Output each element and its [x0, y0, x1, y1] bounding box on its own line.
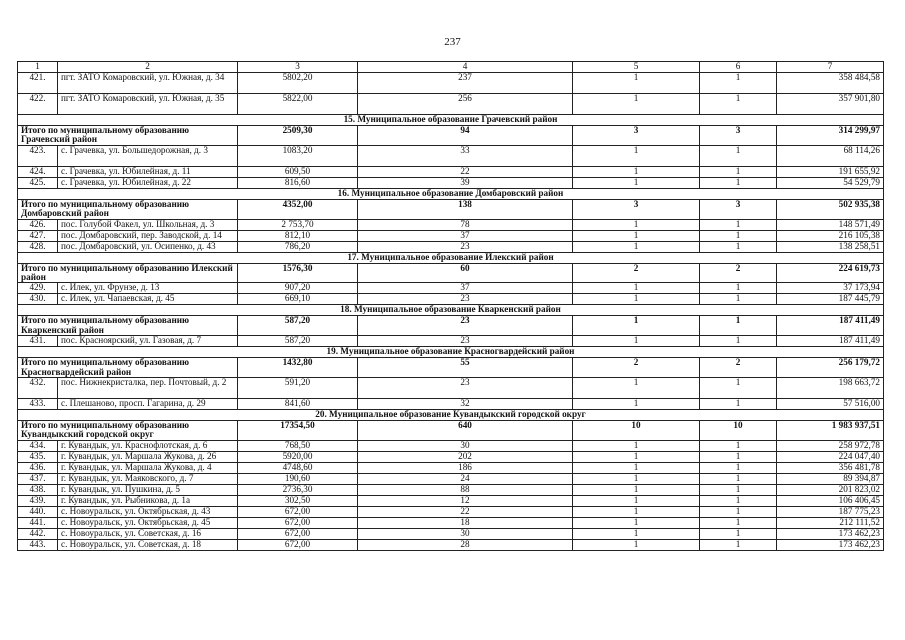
residents: 30	[358, 528, 573, 539]
residents: 18	[358, 517, 573, 528]
count-b: 1	[700, 440, 777, 451]
amount: 198 663,72	[777, 378, 884, 399]
count-b: 1	[700, 484, 777, 495]
count-b: 1	[700, 462, 777, 473]
count-b: 1	[700, 145, 777, 166]
total-residents: 640	[358, 421, 573, 441]
row-number: 439.	[18, 495, 58, 506]
total-count-b: 10	[700, 421, 777, 441]
count-a: 1	[573, 336, 700, 347]
area: 768,50	[238, 440, 358, 451]
total-count-a: 2	[573, 358, 700, 378]
area: 1083,20	[238, 145, 358, 166]
total-amount: 502 935,38	[777, 199, 884, 219]
row-number: 431.	[18, 336, 58, 347]
total-residents: 55	[358, 358, 573, 378]
table-row	[18, 462, 884, 473]
residents: 32	[358, 399, 573, 410]
total-count-b: 2	[700, 263, 777, 283]
total-residents: 138	[358, 199, 573, 219]
table-row	[18, 145, 884, 166]
count-b: 1	[700, 177, 777, 188]
row-number: 424.	[18, 166, 58, 177]
area: 5920,00	[238, 451, 358, 462]
amount: 138 258,51	[777, 241, 884, 252]
count-a: 1	[573, 177, 700, 188]
residents: 23	[358, 336, 573, 347]
column-number: 4	[358, 62, 573, 73]
section-header-row	[18, 252, 884, 263]
area: 672,00	[238, 517, 358, 528]
amount: 358 484,58	[777, 73, 884, 94]
count-a: 1	[573, 473, 700, 484]
amount: 187 775,23	[777, 506, 884, 517]
row-number: 432.	[18, 378, 58, 399]
address: пос. Домбаровский, ул. Осипенко, д. 43	[58, 241, 238, 252]
count-a: 1	[573, 94, 700, 115]
amount: 356 481,78	[777, 462, 884, 473]
area: 907,20	[238, 283, 358, 294]
count-b: 1	[700, 473, 777, 484]
table-row	[18, 230, 884, 241]
residents: 88	[358, 484, 573, 495]
residents: 30	[358, 440, 573, 451]
amount: 57 516,00	[777, 399, 884, 410]
amount: 201 823,02	[777, 484, 884, 495]
count-b: 1	[700, 166, 777, 177]
amount: 357 901,80	[777, 94, 884, 115]
count-a: 1	[573, 440, 700, 451]
total-count-a: 2	[573, 263, 700, 283]
address: пос. Голубой Факел, ул. Школьная, д. 3	[58, 219, 238, 230]
page-number: 237	[444, 36, 461, 48]
count-a: 1	[573, 294, 700, 305]
count-a: 1	[573, 241, 700, 252]
count-a: 1	[573, 517, 700, 528]
residents: 202	[358, 451, 573, 462]
address: с. Грачевка, ул. Юбилейная, д. 22	[58, 177, 238, 188]
total-area: 17354,50	[238, 421, 358, 441]
count-b: 1	[700, 399, 777, 410]
residents: 22	[358, 506, 573, 517]
amount: 148 571,49	[777, 219, 884, 230]
section-header-row	[18, 347, 884, 358]
total-amount: 187 411,49	[777, 316, 884, 336]
column-number: 1	[18, 62, 58, 73]
amount: 224 047,40	[777, 451, 884, 462]
row-number: 425.	[18, 177, 58, 188]
total-count-a: 1	[573, 316, 700, 336]
amount: 54 529,79	[777, 177, 884, 188]
total-count-b: 3	[700, 126, 777, 146]
count-a: 1	[573, 283, 700, 294]
table-row	[18, 473, 884, 484]
count-a: 1	[573, 145, 700, 166]
table-row	[18, 166, 884, 177]
address: г. Кувандык, ул. Рыбникова, д. 1а	[58, 495, 238, 506]
amount: 173 462,23	[777, 528, 884, 539]
residents: 23	[358, 294, 573, 305]
address: с. Илек, ул. Фрунзе, д. 13	[58, 283, 238, 294]
section-title: 16. Муниципальное образование Домбаровский район	[18, 188, 884, 199]
address: пгт. ЗАТО Комаровский, ул. Южная, д. 34	[58, 73, 238, 94]
total-area: 1432,80	[238, 358, 358, 378]
row-number: 436.	[18, 462, 58, 473]
total-count-b: 2	[700, 358, 777, 378]
column-number: 2	[58, 62, 238, 73]
total-count-a: 3	[573, 199, 700, 219]
total-label: Итого по муниципальному образованию Кваркенский район	[18, 316, 238, 336]
count-b: 1	[700, 283, 777, 294]
count-b: 1	[700, 495, 777, 506]
row-number: 421.	[18, 73, 58, 94]
count-a: 1	[573, 399, 700, 410]
column-number: 6	[700, 62, 777, 73]
count-a: 1	[573, 451, 700, 462]
address: с. Грачевка, ул. Большедорожная, д. 3	[58, 145, 238, 166]
row-number: 433.	[18, 399, 58, 410]
area: 5802,20	[238, 73, 358, 94]
register-table	[17, 61, 884, 551]
column-number: 7	[777, 62, 884, 73]
table-row	[18, 451, 884, 462]
address: с. Новоуральск, ул. Октябрьская, д. 45	[58, 517, 238, 528]
total-row	[18, 421, 884, 441]
address: пос. Домбаровский, пер. Заводской, д. 14	[58, 230, 238, 241]
total-row	[18, 263, 884, 283]
table-row	[18, 399, 884, 410]
count-b: 1	[700, 506, 777, 517]
total-label: Итого по муниципальному образованию Домбаровский район	[18, 199, 238, 219]
table-row	[18, 517, 884, 528]
address: с. Новоуральск, ул. Советская, д. 16	[58, 528, 238, 539]
residents: 186	[358, 462, 573, 473]
amount: 173 462,23	[777, 539, 884, 550]
row-number: 423.	[18, 145, 58, 166]
section-title: 18. Муниципальное образование Кваркенский район	[18, 305, 884, 316]
residents: 33	[358, 145, 573, 166]
amount: 187 411,49	[777, 336, 884, 347]
total-row	[18, 199, 884, 219]
column-number: 5	[573, 62, 700, 73]
table-row	[18, 219, 884, 230]
row-number: 437.	[18, 473, 58, 484]
area: 587,20	[238, 336, 358, 347]
amount: 191 655,92	[777, 166, 884, 177]
section-title: 15. Муниципальное образование Грачевский район	[18, 115, 884, 126]
row-number: 435.	[18, 451, 58, 462]
residents: 37	[358, 230, 573, 241]
row-number: 438.	[18, 484, 58, 495]
section-title: 20. Муниципальное образование Кувандыкский городской округ	[18, 410, 884, 421]
section-title: 17. Муниципальное образование Илекский район	[18, 252, 884, 263]
total-residents: 60	[358, 263, 573, 283]
address: с. Илек, ул. Чапаевская, д. 45	[58, 294, 238, 305]
count-b: 1	[700, 336, 777, 347]
residents: 28	[358, 539, 573, 550]
total-count-a: 3	[573, 126, 700, 146]
table-row	[18, 495, 884, 506]
table-row	[18, 177, 884, 188]
table-row	[18, 336, 884, 347]
address: г. Кувандык, ул. Краснофлотская, д. 6	[58, 440, 238, 451]
amount: 216 105,38	[777, 230, 884, 241]
residents: 23	[358, 241, 573, 252]
row-number: 441.	[18, 517, 58, 528]
section-header-row	[18, 115, 884, 126]
table-row	[18, 506, 884, 517]
count-b: 1	[700, 294, 777, 305]
residents: 23	[358, 378, 573, 399]
area: 672,00	[238, 506, 358, 517]
area: 841,60	[238, 399, 358, 410]
column-number: 3	[238, 62, 358, 73]
residents: 78	[358, 219, 573, 230]
area: 669,10	[238, 294, 358, 305]
address: пос. Красноярский, ул. Газовая, д. 7	[58, 336, 238, 347]
area: 591,20	[238, 378, 358, 399]
row-number: 427.	[18, 230, 58, 241]
table-row	[18, 73, 884, 94]
total-amount: 314 299,97	[777, 126, 884, 146]
row-number: 440.	[18, 506, 58, 517]
count-a: 1	[573, 462, 700, 473]
count-b: 1	[700, 451, 777, 462]
residents: 256	[358, 94, 573, 115]
count-b: 1	[700, 73, 777, 94]
area: 2736,30	[238, 484, 358, 495]
amount: 187 445,79	[777, 294, 884, 305]
area: 4748,60	[238, 462, 358, 473]
address: г. Кувандык, ул. Маршала Жукова, д. 4	[58, 462, 238, 473]
total-label: Итого по муниципальному образованию Кувандыкский городской округ	[18, 421, 238, 441]
total-area: 1576,30	[238, 263, 358, 283]
amount: 89 394,87	[777, 473, 884, 484]
row-number: 422.	[18, 94, 58, 115]
area: 672,00	[238, 528, 358, 539]
table-row	[18, 294, 884, 305]
address: пгт. ЗАТО Комаровский, ул. Южная, д. 35	[58, 94, 238, 115]
amount: 68 114,26	[777, 145, 884, 166]
row-number: 429.	[18, 283, 58, 294]
area: 786,20	[238, 241, 358, 252]
area: 190,60	[238, 473, 358, 484]
amount: 258 972,78	[777, 440, 884, 451]
table-row	[18, 528, 884, 539]
total-amount: 1 983 937,51	[777, 421, 884, 441]
residents: 37	[358, 283, 573, 294]
count-b: 1	[700, 378, 777, 399]
area: 302,50	[238, 495, 358, 506]
table-row	[18, 440, 884, 451]
area: 2 753,70	[238, 219, 358, 230]
count-b: 1	[700, 219, 777, 230]
count-a: 1	[573, 166, 700, 177]
total-row	[18, 316, 884, 336]
count-b: 1	[700, 539, 777, 550]
table-row	[18, 484, 884, 495]
count-a: 1	[573, 506, 700, 517]
total-label: Итого по муниципальному образованию Илекский район	[18, 263, 238, 283]
count-a: 1	[573, 230, 700, 241]
residents: 24	[358, 473, 573, 484]
row-number: 443.	[18, 539, 58, 550]
area: 812,10	[238, 230, 358, 241]
row-number: 426.	[18, 219, 58, 230]
residents: 237	[358, 73, 573, 94]
total-area: 587,20	[238, 316, 358, 336]
total-residents: 23	[358, 316, 573, 336]
section-header-row	[18, 305, 884, 316]
amount: 37 173,94	[777, 283, 884, 294]
residents: 22	[358, 166, 573, 177]
area: 609,50	[238, 166, 358, 177]
count-b: 1	[700, 241, 777, 252]
count-a: 1	[573, 378, 700, 399]
amount: 106 406,45	[777, 495, 884, 506]
address: с. Плешаново, просп. Гагарина, д. 29	[58, 399, 238, 410]
table-row	[18, 94, 884, 115]
row-number: 428.	[18, 241, 58, 252]
total-row	[18, 126, 884, 146]
address: с. Новоуральск, ул. Октябрьская, д. 43	[58, 506, 238, 517]
count-a: 1	[573, 539, 700, 550]
count-a: 1	[573, 73, 700, 94]
total-amount: 256 179,72	[777, 358, 884, 378]
amount: 212 111,52	[777, 517, 884, 528]
total-count-b: 1	[700, 316, 777, 336]
address: с. Грачевка, ул. Юбилейная, д. 11	[58, 166, 238, 177]
count-b: 1	[700, 230, 777, 241]
count-a: 1	[573, 528, 700, 539]
section-title: 19. Муниципальное образование Красногвардейский район	[18, 347, 884, 358]
address: с. Новоуральск, ул. Советская, д. 18	[58, 539, 238, 550]
address: пос. Нижнекристалка, пер. Почтовый, д. 2	[58, 378, 238, 399]
total-amount: 224 619,73	[777, 263, 884, 283]
address: г. Кувандык, ул. Пушкина, д. 5	[58, 484, 238, 495]
row-number: 442.	[18, 528, 58, 539]
table-row	[18, 539, 884, 550]
row-number: 430.	[18, 294, 58, 305]
area: 816,60	[238, 177, 358, 188]
row-number: 434.	[18, 440, 58, 451]
table-row	[18, 378, 884, 399]
residents: 12	[358, 495, 573, 506]
total-count-b: 3	[700, 199, 777, 219]
total-row	[18, 358, 884, 378]
count-b: 1	[700, 94, 777, 115]
count-b: 1	[700, 517, 777, 528]
total-count-a: 10	[573, 421, 700, 441]
area: 672,00	[238, 539, 358, 550]
total-label: Итого по муниципальному образованию Грачевский район	[18, 126, 238, 146]
total-label: Итого по муниципальному образованию Красногвардейский район	[18, 358, 238, 378]
count-a: 1	[573, 484, 700, 495]
total-residents: 94	[358, 126, 573, 146]
table-row	[18, 283, 884, 294]
address: г. Кувандык, ул. Маршала Жукова, д. 26	[58, 451, 238, 462]
total-area: 2509,30	[238, 126, 358, 146]
section-header-row	[18, 188, 884, 199]
count-a: 1	[573, 219, 700, 230]
count-b: 1	[700, 528, 777, 539]
count-a: 1	[573, 495, 700, 506]
residents: 39	[358, 177, 573, 188]
area: 5822,00	[238, 94, 358, 115]
column-number-row	[18, 62, 884, 73]
total-area: 4352,00	[238, 199, 358, 219]
section-header-row	[18, 410, 884, 421]
address: г. Кувандык, ул. Маяковского, д. 7	[58, 473, 238, 484]
table-row	[18, 241, 884, 252]
